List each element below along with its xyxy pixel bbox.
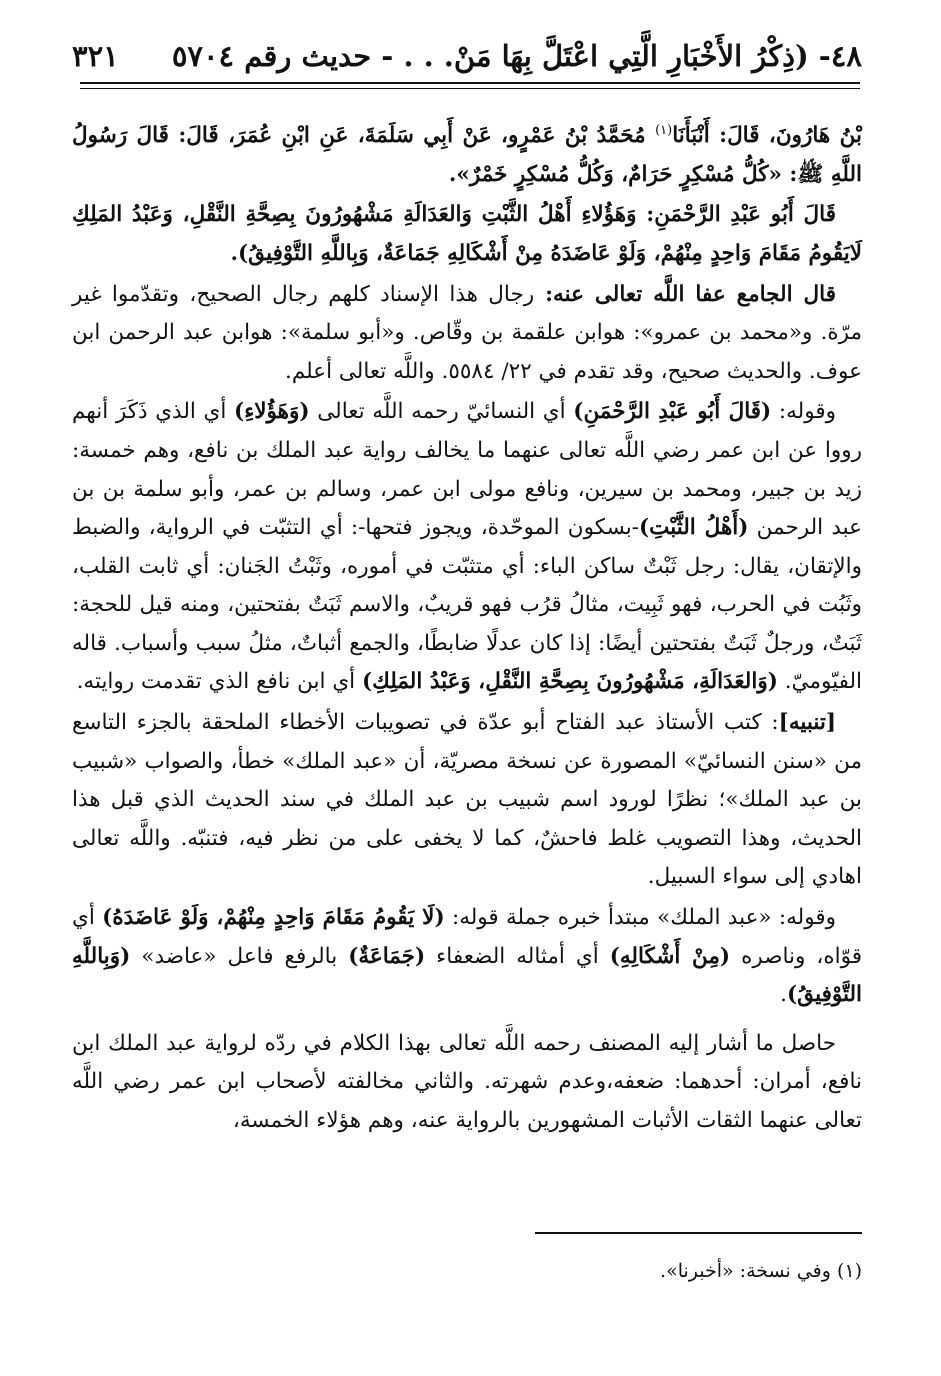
commentary-text: حاصل ما أشار إليه المصنف رحمه اللَّه تعالى بهذا الكلام في ردّه لرواية عبد الملك ابن نافع، أمران: أحدهما: ضعفه،وعدم شهرته. والثاني مخالفته لأصحاب ابن عمر رضي اللَّه تعالى عنهما الثقات الأثبات المشهورين بالرواية عنه، وهم هؤلاء الخمسة، (72, 1030, 862, 1133)
commentary-text: أي النسائيّ رحمه اللَّه تعالى (309, 399, 574, 425)
paragraph (72, 899, 862, 1015)
paragraph (72, 112, 862, 194)
commentary-text: : كتب الأستاذ عبد الفتاح أبو عدّة في تصويبات الأخطاء الملحقة بالجزء التاسع من «سنن النسائيّ» المصورة عن نسخة مصريّة، أن «عبد الملك» خطأ، والصواب «شبيب بن عبد الملك»؛ نظرًا لورود اسم شبيب بن عبد الملك في سند الحديث الذي قبل هذا الحديث، وهذا التصويب غلط فاحشٌ، كما لا يخفى على من نظر فيه، فتنبّه. واللَّه تعالى اهادي إلى سواء السبيل. (72, 710, 862, 890)
commentary-text: رجال هذا الإسناد كلهم رجال الصحيح، وتقدّموا غير مرّة. و«محمد بن عمرو»: هوابن علقمة بن وقّاص. و«أبو سلمة»: هوابن عبد الرحمن ابن عوف. والحديث صحيح، وقد تقدم في ٢٢/ ٥٥٨٤. واللَّه تعالى أعلم. (72, 281, 862, 384)
matn-text: قال الجامع عفا اللَّه تعالى عنه: (534, 281, 836, 307)
commentary-text: -بسكون الموحّدة، ويجوز فتحها-: أي التثبّت في الرواية، والضبط والإتقان، يقال: رجل ثَبْتٌ ساكن الباء: أي متثبّت في أموره، وثَبْتُ الجَنان: أي ثابت القلب، وثَبُت في الحرب، فهو ثَبِيت، مثالُ قرُب فهو قريبٌ، والاسم ثَبَتٌ بفتحتين، ومنه قيل للحجة: ثَبَتٌ، ورجلٌ ثَبَتٌ بفتحتين أيضًا: إذا كان عدلًا ضابطًا، والجمع أثباتٌ، مثلُ سبب وأسباب. قاله الفيّوميّ. (72, 515, 862, 695)
matn-text: (قَالَ أَبُو عَبْدِ الرَّحْمَنِ) (573, 399, 772, 425)
page-number: ٣٢١ (72, 39, 119, 73)
matn-text: (وَهَؤُلاءِ) (234, 399, 310, 425)
matn-text: مُحَمَّدُ بْنُ عَمْرٍو، عَنْ أَبِي سَلَمَةَ، عَنِ ابْنِ عُمَرَ، قَالَ: قَالَ رَسُولُ اللَّهِ ﷺ: «كُلُّ مُسْكِرٍ حَرَامٌ، وَكُلُّ مُسْكِرٍ خَمْرٌ». (72, 123, 862, 187)
footnote-rule (535, 1232, 862, 1234)
matn-text: [تنبيه] (778, 710, 836, 736)
matn-text: قَالَ أَبُو عَبْدِ الرَّحْمَنِ: وَهَؤُلاءِ أَهْلُ الثَّبْتِ وَالعَدَالَةِ مَشْهُورُونَ بِصِحَّةِ النَّقْلِ، وَعَبْدُ المَلِكِ لَايَقُومُ مَقَامَ وَاحِدٍ مِنْهُمْ، وَلَوْ عَاضَدَهُ مِنْ أَشْكَالِهِ جَمَاعَةٌ، وَبِاللَّهِ التَّوْفِيقُ). (72, 202, 862, 266)
footnote-marker: (١) (655, 123, 673, 138)
paragraph (72, 276, 862, 392)
commentary-text: بالرفع فاعل «عاضد» (130, 943, 349, 969)
header-rule (80, 82, 860, 84)
commentary-text: أي قوّاه، وناصره (72, 905, 862, 969)
matn-text: (مِنْ أَشْكَالِهِ) (609, 943, 731, 969)
matn-text: بْنُ هَارُونَ، قَالَ: أَنْبَأَنَا (672, 123, 862, 149)
matn-text: (جَمَاعَةٌ) (348, 943, 426, 969)
running-title: ٤٨- (ذِكْرُ الأَخْبَارِ الَّتِي اعْتَلَّ بِهَا مَنْ. . . - حديث رقم ٥٧٠٤ (171, 39, 862, 73)
page-header (72, 36, 862, 76)
matn-text: (وَالعَدَالَةِ، مَشْهُورُونَ بِصِحَّةِ النَّقْلِ، وَعَبْدُ المَلِكِ) (361, 669, 778, 695)
matn-text: (وَبِاللَّهِ التَّوْفِيقُ) (72, 943, 862, 1008)
commentary-text: . (780, 982, 787, 1008)
paragraph (72, 393, 862, 702)
paragraph (72, 704, 862, 897)
commentary-text: وقوله: (771, 399, 836, 425)
commentary-text: أي ابن نافع الذي تقدمت روايته. (76, 669, 362, 695)
commentary-text: وقوله: «عبد الملك» مبتدأ خبره جملة قوله: (444, 905, 836, 931)
footnote: (١) وفي نسخة: «أخبرنا». (660, 1260, 862, 1282)
matn-text: (لَا يَقُومُ مَقَامَ وَاحِدٍ مِنْهُمْ، وَلَوْ عَاضَدَهُ) (102, 905, 445, 931)
paragraph (72, 1025, 862, 1141)
matn-text: (أَهْلُ الثَّبْتِ) (639, 515, 749, 541)
main-text (72, 112, 862, 1143)
commentary-text: أي الذي ذَكَرَ أنهم رووا عن ابن عمر رضي اللَّه تعالى عنهما ما يخالف رواية عبد الملك بن نافع، وهم خمسة: زيد بن جبير، ومحمد بن سيرين، ونافع مولى ابن عمر، وسالم بن عمر، وأبو سلمة بن بن عبد الرحمن (72, 399, 862, 541)
commentary-text: أي أمثاله الضعفاء (425, 943, 610, 969)
paragraph (72, 196, 862, 273)
header-rule-thin (80, 88, 860, 89)
